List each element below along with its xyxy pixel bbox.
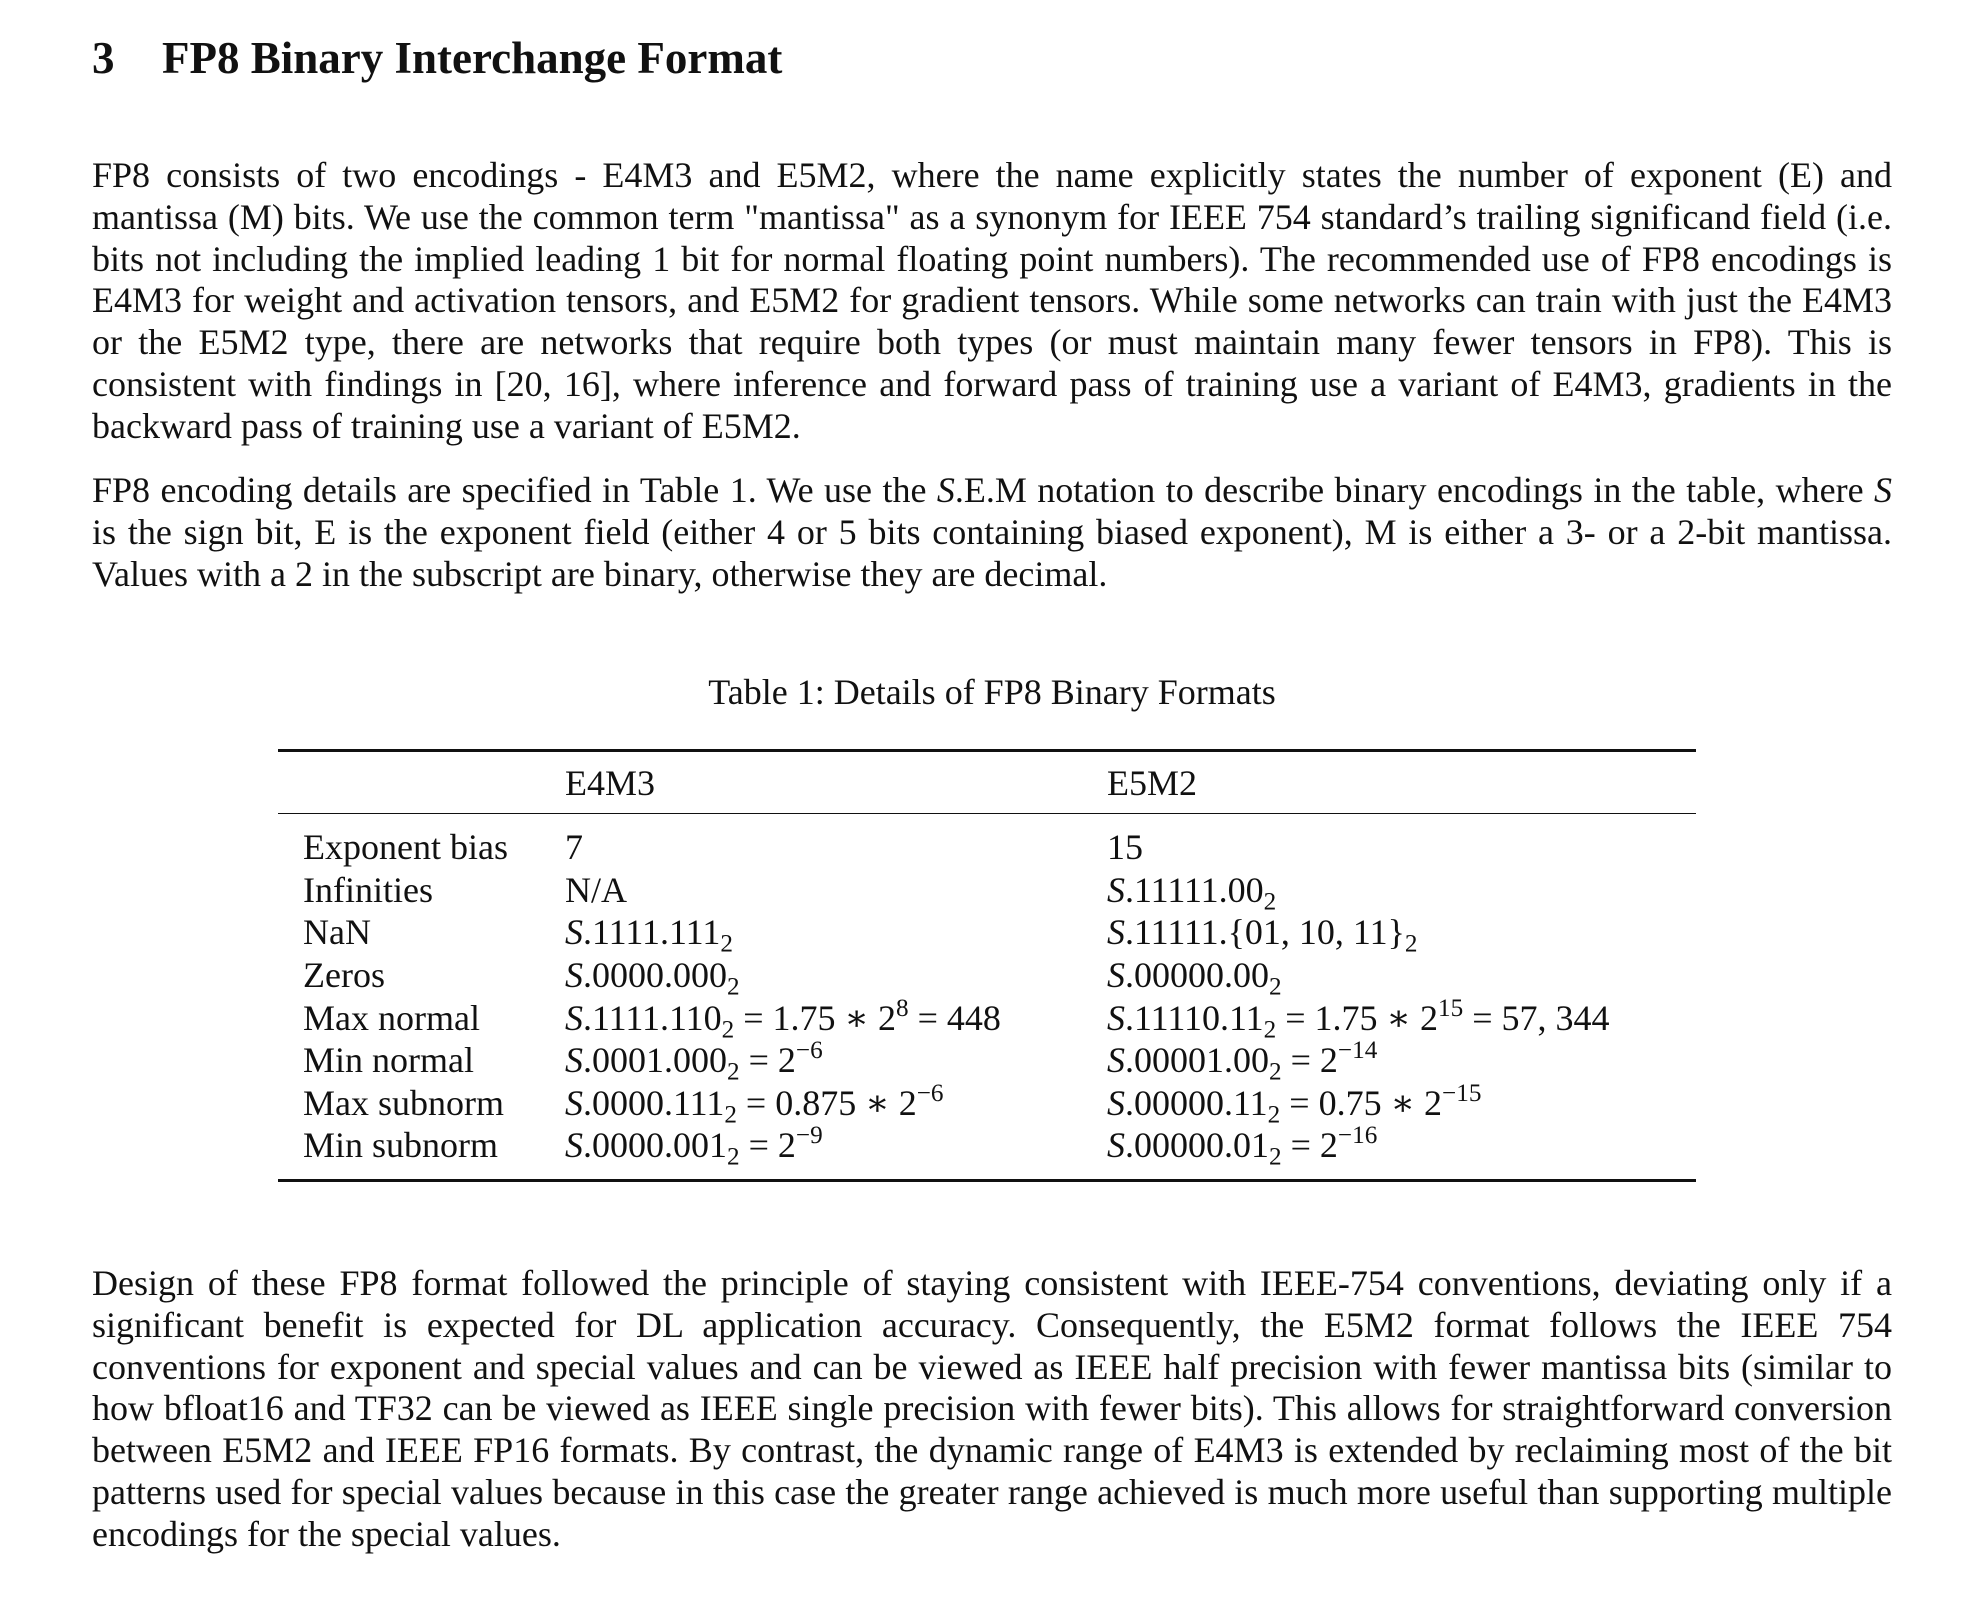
paragraph-intro: FP8 consists of two encodings - E4M3 and E5M2, where the name explicitly states the number of exponent (E) and mantissa (M) bits. We use the common term "mantissa" as a synonym for IEEE 754 standard’s trailing significand field (i.e. bits not including the implied leading 1 bit for normal floating point numbers). The recommended use of FP8 encodings is E4M3 for weight and activation tensors, and E5M2 for gradient tensors. While some networks can train with just the E4M3 or the E5M2 type, there are networks that require both types (or must maintain many fewer tensors in FP8). This is consistent with findings in [20, 16], where inference and forward pass of training use a variant of E4M3, gradients in the backward pass of training use a variant of E5M2.: [92, 155, 1892, 446]
e4m3-value: [565, 954, 1107, 1001]
math-text: = 2: [739, 1040, 796, 1081]
superscript: −14: [1337, 1037, 1378, 1065]
sign-symbol: S: [1107, 1125, 1125, 1166]
math-text: .11111.00: [1125, 869, 1264, 910]
header-label-cell: [278, 751, 565, 814]
sign-symbol: S: [565, 997, 583, 1038]
math-text: .0000.001: [583, 1125, 727, 1166]
math-text: .00000.01: [1125, 1125, 1269, 1166]
row-label: Zeros: [303, 955, 385, 996]
header-e4m3: E4M3: [565, 751, 1107, 814]
subscript: 2: [727, 1058, 740, 1086]
math-text: 15: [1107, 827, 1143, 868]
row-label: Exponent bias: [303, 827, 508, 868]
subscript: 2: [1269, 1058, 1282, 1086]
math-text: .0001.000: [583, 1040, 727, 1081]
e5m2-value: [1107, 1124, 1696, 1180]
header-e5m2: E5M2: [1107, 751, 1696, 814]
subscript: 2: [720, 931, 733, 959]
notation-text-a: FP8 encoding details are specified in Table 1. We use the: [92, 470, 937, 510]
section-title: FP8 Binary Interchange Format: [162, 33, 783, 83]
row-label: NaN: [303, 912, 371, 953]
subscript: 2: [724, 1101, 737, 1129]
superscript: −6: [916, 1080, 944, 1107]
sign-symbol: S: [1107, 912, 1125, 953]
e4m3-value: [565, 1124, 1107, 1180]
e5m2-value: [1107, 994, 1696, 1044]
e5m2-value: [1107, 814, 1696, 869]
math-text: = 0.875 ∗ 2: [736, 1082, 917, 1123]
subscript: 2: [727, 1144, 740, 1171]
row-label: Infinities: [303, 869, 433, 910]
math-text: .00000.00: [1125, 955, 1269, 996]
notation-text-c: is the sign bit, E is the exponent field (either 4 or 5 bits containing biased exponent), M is either a 3- or a 2-bit mantissa. Values with a 2 in the subscript are binary, otherwise they are decimal.: [92, 511, 1892, 594]
table-row: [278, 814, 1696, 869]
sign-symbol: S: [565, 1082, 583, 1123]
table-header-row: [278, 751, 1696, 814]
subscript: 2: [1269, 973, 1282, 1001]
e4m3-value: [565, 994, 1107, 1044]
superscript: −15: [1442, 1080, 1482, 1107]
e5m2-value: [1107, 1080, 1696, 1129]
table-row: [278, 911, 1696, 954]
e5m2-value: [1107, 869, 1696, 916]
superscript: 8: [896, 994, 909, 1022]
math-text: 7: [565, 827, 583, 868]
sign-symbol: S: [1107, 997, 1125, 1038]
table-row: [278, 1124, 1696, 1180]
math-text: .1111.110: [583, 997, 722, 1038]
math-text: .1111.111: [583, 912, 721, 953]
table-row: [278, 954, 1696, 997]
row-label: Min subnorm: [278, 1124, 565, 1180]
e4m3-value: [565, 1037, 1107, 1086]
section-number: 3: [92, 33, 115, 83]
math-text: .0000.111: [583, 1082, 725, 1123]
table-row: [278, 996, 1696, 1039]
sign-symbol: S: [565, 955, 583, 996]
e4m3-value: [565, 869, 1107, 912]
row-label: Max subnorm: [303, 1082, 504, 1123]
subscript: 2: [721, 1016, 735, 1044]
math-text: .11111.{01, 10, 11}: [1125, 912, 1405, 953]
math-text: .0000.000: [583, 955, 727, 996]
math-text: N/A: [565, 869, 627, 910]
e4m3-value: [565, 911, 1107, 959]
row-label: Max normal: [303, 997, 480, 1038]
table-row: [278, 869, 1696, 912]
e5m2-value: [1107, 1037, 1696, 1086]
superscript: 15: [1438, 994, 1464, 1022]
math-text: = 2: [1281, 1125, 1338, 1166]
e5m2-value: [1107, 954, 1696, 1001]
notation-text-b: .E.M notation to describe binary encodings in the table, where: [954, 470, 1874, 510]
paragraph-design: Design of these FP8 format followed the principle of staying consistent with IEEE-754 conventions, deviating only if a significant benefit is expected for DL application accuracy. Consequently, the E5M2 format follows the IEEE 754 conventions for exponent and special values and can be viewed as IEEE half precision with fewer mantissa bits (similar to how bfloat16 and TF32 can be viewed as IEEE single precision with fewer bits). This allows for straightforward conversion between E5M2 and IEEE FP16 formats. By contrast, the dynamic range of E4M3 is extended by reclaiming most of the bit patterns used for special values because in this case the greater range achieved is much more useful than supporting multiple encodings for the special values.: [92, 1263, 1892, 1554]
sign-symbol: S: [1107, 955, 1125, 996]
e4m3-value: [565, 814, 1107, 869]
table-row: [278, 1082, 1696, 1125]
table-body: [278, 814, 1696, 1181]
e5m2-value: [1107, 911, 1696, 959]
paragraph-notation: [92, 470, 1892, 595]
subscript: 2: [1269, 1144, 1282, 1171]
section-heading: [92, 28, 782, 88]
math-text: = 2: [1281, 1040, 1338, 1081]
sign-symbol: S: [1107, 1040, 1125, 1081]
sign-symbol: S: [565, 912, 583, 953]
superscript: −6: [795, 1037, 823, 1065]
math-text: = 57, 344: [1463, 997, 1610, 1038]
sign-symbol: S: [1874, 470, 1892, 510]
fp8-formats-table: [278, 749, 1696, 1182]
math-text: = 448: [908, 997, 1001, 1038]
superscript: −16: [1337, 1122, 1378, 1150]
sign-symbol: S: [1107, 869, 1125, 910]
subscript: 2: [1263, 888, 1277, 916]
subscript: 2: [1404, 931, 1418, 959]
superscript: −9: [795, 1122, 823, 1150]
math-text: = 2: [739, 1125, 796, 1166]
subscript: 2: [1267, 1101, 1281, 1129]
sign-symbol: S: [1107, 1082, 1125, 1123]
math-text: = 0.75 ∗ 2: [1280, 1082, 1443, 1123]
table-row: [278, 1039, 1696, 1082]
sign-symbol: S: [565, 1040, 583, 1081]
table-caption: Table 1: Details of FP8 Binary Formats: [708, 672, 1276, 712]
math-text: .00000.11: [1125, 1082, 1268, 1123]
subscript: 2: [1263, 1016, 1277, 1044]
math-text: .00001.00: [1125, 1040, 1269, 1081]
e4m3-value: [565, 1080, 1107, 1129]
sign-symbol: S: [565, 1125, 583, 1166]
math-text: = 1.75 ∗ 2: [1276, 997, 1439, 1038]
row-label: Min normal: [303, 1040, 474, 1081]
sign-symbol: S: [936, 470, 955, 510]
math-text: = 1.75 ∗ 2: [734, 997, 897, 1038]
subscript: 2: [727, 973, 740, 1001]
math-text: .11110.11: [1125, 997, 1264, 1038]
